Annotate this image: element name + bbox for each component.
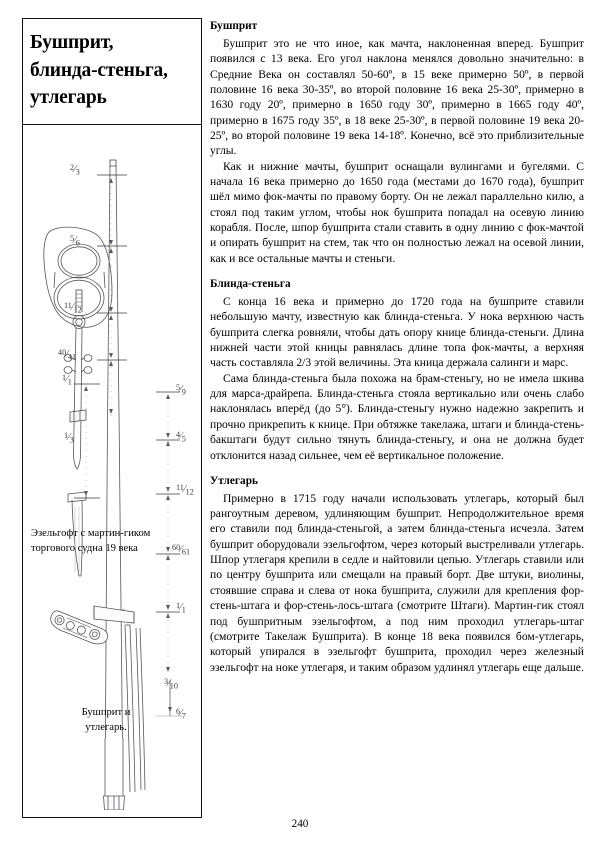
- caption-bowsprit-jibboom: [60, 705, 152, 735]
- svg-text:4⁄5: 4⁄5: [176, 429, 186, 444]
- svg-text:1⁄1: 1⁄1: [62, 372, 72, 387]
- page-number: 240: [291, 818, 309, 830]
- svg-text:1⁄3: 1⁄3: [64, 430, 74, 445]
- page-title-line-1: Бушприт,: [30, 32, 114, 53]
- svg-text:2⁄3: 2⁄3: [70, 162, 80, 177]
- caption-bottom-line-1: Бушприт и: [81, 707, 131, 718]
- svg-text:5⁄9: 5⁄9: [176, 382, 186, 397]
- svg-text:6⁄7: 6⁄7: [176, 706, 186, 721]
- svg-text:11⁄12: 11⁄12: [176, 482, 194, 497]
- svg-text:3⁄10: 3⁄10: [164, 676, 178, 691]
- section-heading-jibboom: Утлегарь: [210, 474, 258, 487]
- caption-bottom-line-2: утлегарь.: [85, 722, 127, 734]
- body-text-column: [210, 20, 584, 675]
- svg-text:1⁄1: 1⁄1: [176, 600, 186, 615]
- section-spritsail-paragraph-2: Сама блинда-стеньга была похожа на брам-стеньгу, но не имела шкива для марса-драйрепа. Блинда-стеньга стояла вертикально или очень слабо наклонялась вперёд (до 5°). Блинда-стеньгу нужно надежно закрепить и прочно прикрепить к книце. При обтяжке такелажа, штаги и блинда-стень-бакштаги будут сильно тянуть блинда-стеньгу, и она не должна будет отклонится назад сильнее, чем её вертикальное положение.: [210, 371, 584, 462]
- svg-text:40⁄41: 40⁄41: [58, 347, 77, 362]
- section-bowsprit-paragraph-1: Бушприт это не что иное, как мачта, наклоненная вперед. Бушприт появился с 13 века. Его угол наклона менялся довольно значительно: в Средние Века он составлял 50-60º, в 15 веке примерно 50º, в первой половине 16 века 30-35º, во второй половине 16 века 25-30º, примерно в 1630 году 20º, примерно в 1650 году 30º, примерно в 1665 году 40º, примерно в 1675 году 35º, в 18 веке 25-30º, в первой половине 19 века 20-25º, во второй половине 19 века 14-18º. Конечно, всё это приблизительные углы.: [210, 36, 584, 158]
- svg-text:5⁄6: 5⁄6: [70, 233, 80, 248]
- page-title-line-2: блинда-стеньга,: [30, 59, 168, 81]
- section-heading-bowsprit: Бушприт: [210, 20, 258, 32]
- section-bowsprit-paragraph-2: Как и нижние мачты, бушприт оснащали вулингами и бугелями. С начала 16 века примерно до 1650 года (местами до 1670 года), бушприт шёл мимо фок-мачты по правому борту. Он не лежал параллельно килю, а стоял под таким углом, чтобы нок бушприта попадал на осевую линию корабля. После, шпор бушприта стали ставить в одну линию с фок-мачтой и опирать бушприт на стем, так что он полностью лежал на осевой линии, как и все остальные мачты и стеньги.: [210, 159, 584, 265]
- page-title-line-3: утлегарь: [30, 87, 107, 109]
- section-spritsail-paragraph-1: С конца 16 века и примерно до 1720 года на бушприте ставили небольшую мачту, известную как блинда-стеньга. У нока верхнюю часть бушприта слегка ровняли, чтобы дать опору книце блинда-стеньги. Длина нижней части этой кницы равнялась длине топа фок-мачты, а верхняя часть составляла 2/3 этой величины. Эта кница держала салинги и марс.: [210, 294, 584, 370]
- svg-text:11⁄12: 11⁄12: [64, 300, 82, 315]
- svg-text:60⁄61: 60⁄61: [172, 542, 191, 557]
- caption-eselhoft: Эзельгофт с мартин-гиком торгового судна 19 века: [31, 528, 151, 555]
- section-heading-spritsail-topmast: Блинда-стеньга: [210, 278, 291, 291]
- section-jibboom-paragraph-1: Примерно в 1715 году начали использовать утлегарь, который был рангоутным деревом, удлиняющим бушприт. Непродолжительное время его ставили под блинда-стеньгой, а затем блинда-стеньга исчезла. Затем бушприт оборудовали эзельгофтом, через который выстреливали утлегарь. Шпор утлегаря крепили в седле и найтовили цепью. Утлегарь ставили или по центру бушприта или смещали на правый борт. Две штуки, виолины, стоявшие справа и слева от нока бушприта, служили для крепления фор-стень-штага и фор-стень-лось-штага (смотрите Штаги). Мартин-гик стоял под бушпритным эзельгофтом, а под ним проходил утлегарь-штаг (смотрите Такелаж Бушприта). В конце 18 века появился бом-утлегарь, который упирался в эзельгофт бушприта, проходил через железный эзельгофт на ноке утлегаря, и таким образом удлинял утлегарь еще дальше.: [210, 491, 584, 674]
- page-title: [23, 19, 201, 125]
